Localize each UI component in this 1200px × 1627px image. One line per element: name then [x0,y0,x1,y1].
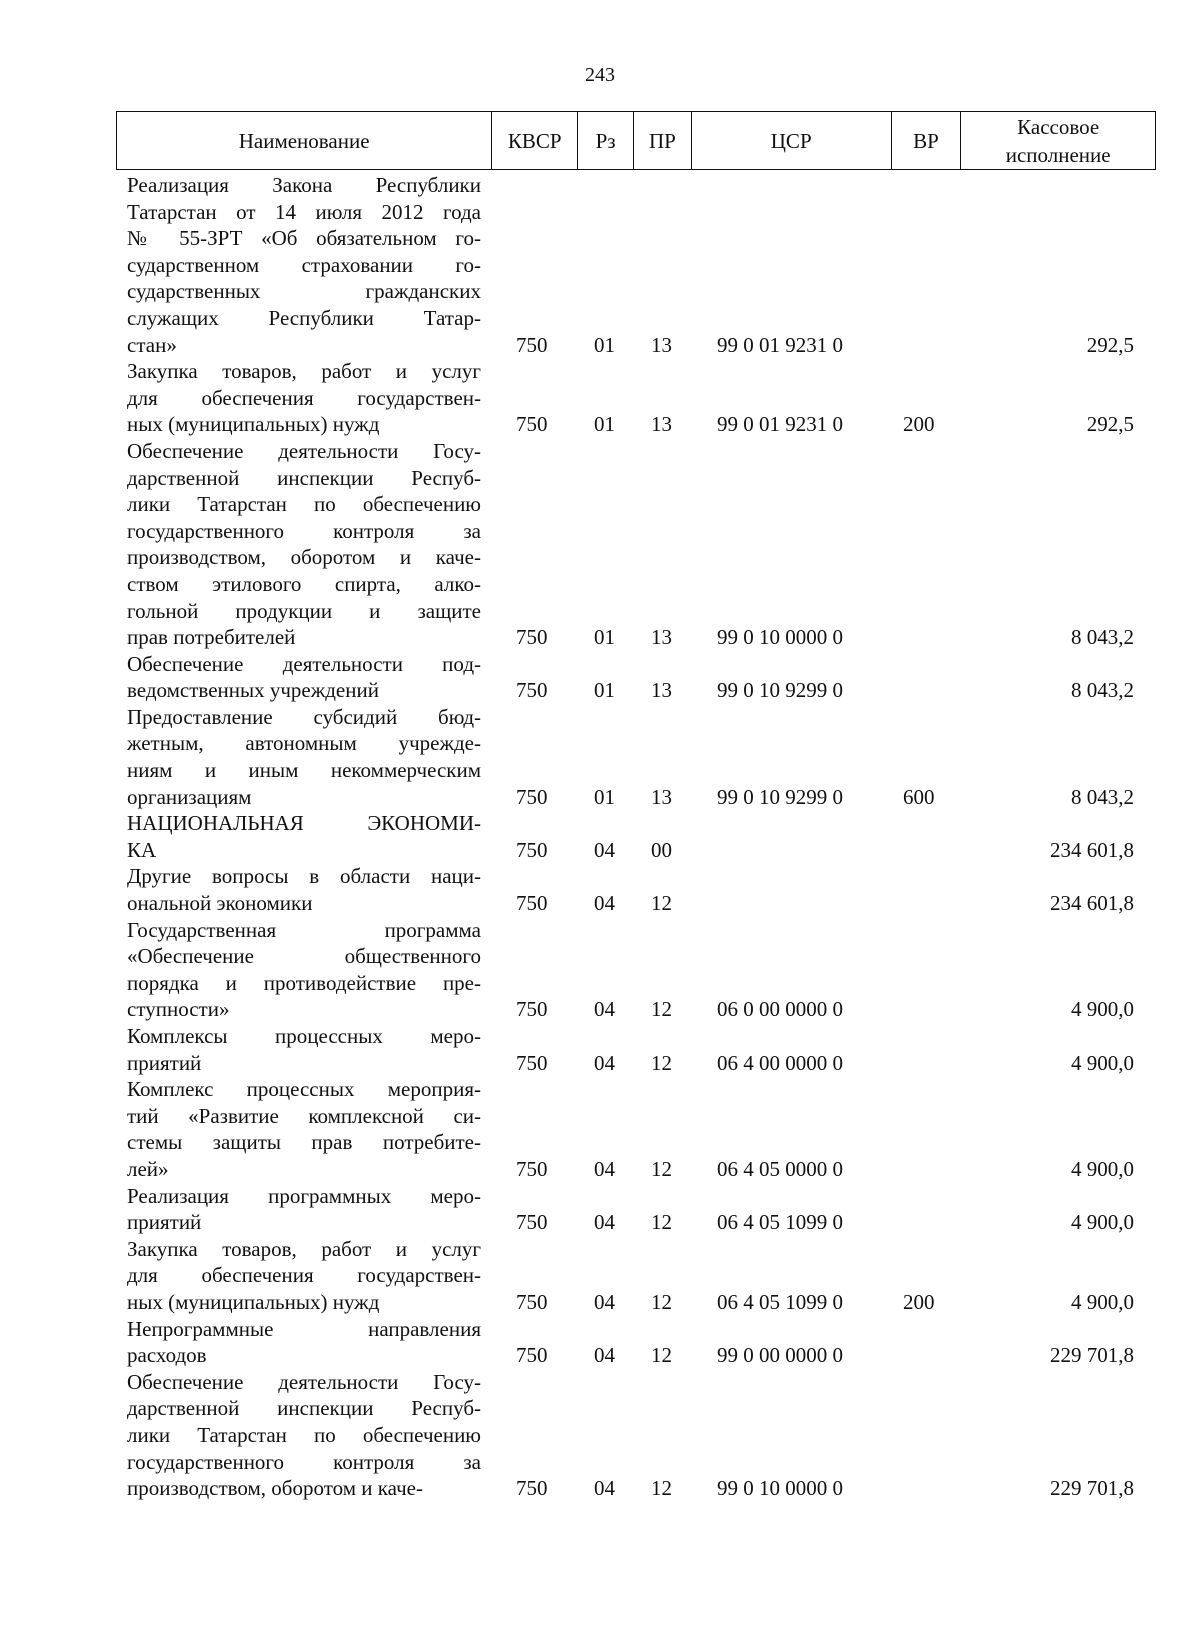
row-rz: 04 [594,891,615,916]
row-csr: 06 4 00 0000 0 [717,1050,843,1075]
row-csr: 99 0 01 9231 0 [717,412,843,437]
row-pr: 12 [651,1050,672,1075]
row-name-line: Непрограммные направления [127,1316,481,1341]
row-name-line: Закупка товаров, работ и услуг [127,359,481,384]
row-rz: 04 [594,837,615,862]
row-kvsr: 750 [516,332,548,357]
row-cash-execution: 4 900,0 [1071,1210,1134,1235]
row-pr: 12 [651,1289,672,1314]
table-row [0,651,1200,704]
row-kvsr: 750 [516,1156,548,1181]
row-kvsr: 750 [516,1050,548,1075]
row-name-line: лей» [127,1156,169,1181]
row-cash-execution: 229 701,8 [1050,1476,1134,1501]
row-name-line: Реализация программных меро- [127,1183,481,1208]
table-header [116,111,1156,170]
row-name [127,172,481,358]
table-row [0,172,1200,358]
row-name-line: Татарстан от 14 июля 2012 года [127,199,481,224]
row-vr: 200 [903,412,935,437]
header-name: Наименование [117,112,492,169]
row-name-line: прав потребителей [127,625,296,650]
row-kvsr: 750 [516,837,548,862]
row-name-line: организациям [127,784,252,809]
row-cash-execution: 8 043,2 [1071,784,1134,809]
row-cash-execution: 8 043,2 [1071,625,1134,650]
row-name [127,917,481,1023]
row-name-line: для обеспечения государствен- [127,385,481,410]
row-name [127,438,481,651]
row-csr: 06 4 05 1099 0 [717,1289,843,1314]
header-vr: ВР [892,112,962,169]
row-rz: 01 [594,625,615,650]
row-pr: 12 [651,1343,672,1368]
row-name-line: ных (муниципальных) нужд [127,412,380,437]
table-row [0,1316,1200,1369]
row-name-line: Обеспечение деятельности под- [127,651,481,676]
row-csr: 99 0 10 0000 0 [717,1476,843,1501]
row-rz: 04 [594,1343,615,1368]
table-row [0,1236,1200,1316]
row-name [127,1369,481,1502]
table-row [0,704,1200,810]
table-row [0,1183,1200,1236]
header-cash-execution: Кассовое исполнение [1005,114,1111,167]
row-kvsr: 750 [516,997,548,1022]
row-name [127,358,481,438]
row-name-line: гольной продукции и защите [127,598,481,623]
row-name-line: НАЦИОНАЛЬНАЯ ЭКОНОМИ- [127,811,481,836]
row-vr: 200 [903,1289,935,1314]
row-rz: 01 [594,784,615,809]
row-name-line: Обеспечение деятельности Госу- [127,1369,481,1394]
row-name-line: Обеспечение деятельности Госу- [127,438,481,463]
row-kvsr: 750 [516,1289,548,1314]
row-csr: 06 4 05 0000 0 [717,1156,843,1181]
table-row [0,863,1200,916]
header-rz: Рз [578,112,634,169]
row-name-line: ведомственных учреждений [127,678,379,703]
row-name-line: «Обеспечение общественного [127,944,481,969]
row-name-line: Комплексы процессных меро- [127,1024,481,1048]
table-row [0,1023,1200,1076]
row-name [127,1023,481,1076]
row-rz: 01 [594,678,615,703]
row-name-line: Закупка товаров, работ и услуг [127,1236,481,1261]
row-csr: 06 4 05 1099 0 [717,1210,843,1235]
row-name-line: производством, оборотом и каче- [127,545,481,570]
row-name [127,810,481,863]
row-name-line: государственного контроля за [127,1449,481,1474]
row-csr: 99 0 01 9231 0 [717,332,843,357]
row-name-line: лики Татарстан по обеспечению [127,1422,481,1447]
row-name-line: Государственная программа [127,917,481,942]
row-cash-execution: 229 701,8 [1050,1343,1134,1368]
row-cash-execution: 8 043,2 [1071,678,1134,703]
header-csr: ЦСР [692,112,892,169]
row-name-line: приятий [127,1050,202,1075]
row-kvsr: 750 [516,1476,548,1501]
row-name [127,651,481,704]
row-cash-execution: 292,5 [1086,332,1134,357]
table-body [0,172,1200,1502]
row-name-line: ступности» [127,997,230,1022]
row-name-line: КА [127,837,157,862]
row-name-line: Предоставление субсидий бюд- [127,704,481,729]
table-row [0,810,1200,863]
row-name-line: ниям и иным некоммерческим [127,758,481,783]
row-name-line: тий «Развитие комплексной си- [127,1103,481,1128]
row-kvsr: 750 [516,625,548,650]
row-rz: 01 [594,412,615,437]
row-csr: 99 0 00 0000 0 [717,1343,843,1368]
row-cash-execution: 4 900,0 [1071,997,1134,1022]
row-pr: 00 [651,837,672,862]
table-row [0,438,1200,651]
row-pr: 12 [651,1210,672,1235]
row-cash-execution: 4 900,0 [1071,1050,1134,1075]
row-kvsr: 750 [516,678,548,703]
row-name-line: ством этилового спирта, алко- [127,571,481,596]
table-row [0,1076,1200,1182]
row-name [127,863,481,916]
row-pr: 13 [651,678,672,703]
row-name-line: приятий [127,1210,202,1235]
row-name-line: сударственных гражданских [127,279,481,304]
row-vr: 600 [903,784,935,809]
page-number: 243 [585,64,615,86]
table-row [0,917,1200,1023]
table-row [0,1369,1200,1502]
row-name [127,704,481,810]
row-kvsr: 750 [516,784,548,809]
row-cash-execution: 4 900,0 [1071,1289,1134,1314]
row-name-line: служащих Республики Татар- [127,305,481,330]
row-name-line: стан» [127,332,177,357]
row-csr: 06 0 00 0000 0 [717,997,843,1022]
row-pr: 13 [651,412,672,437]
row-pr: 12 [651,1156,672,1181]
row-kvsr: 750 [516,1210,548,1235]
row-pr: 12 [651,891,672,916]
row-name-line: дарственной инспекции Респуб- [127,465,481,490]
row-name-line: лики Татарстан по обеспечению [127,492,481,517]
row-pr: 12 [651,997,672,1022]
row-rz: 04 [594,1210,615,1235]
row-cash-execution: 234 601,8 [1050,891,1134,916]
row-rz: 04 [594,1050,615,1075]
row-cash-execution: 292,5 [1086,412,1134,437]
row-kvsr: 750 [516,891,548,916]
row-name-line: для обеспечения государствен- [127,1263,481,1288]
row-pr: 13 [651,332,672,357]
row-name [127,1076,481,1182]
row-name-line: ональной экономики [127,891,313,916]
row-pr: 13 [651,625,672,650]
row-rz: 01 [594,332,615,357]
row-name-line: сударственном страховании го- [127,252,481,277]
row-name-line: государственного контроля за [127,518,481,543]
table-row [0,358,1200,438]
row-rz: 04 [594,997,615,1022]
header-pr: ПР [634,112,692,169]
row-name-line: ных (муниципальных) нужд [127,1289,380,1314]
row-name-line: порядка и противодействие пре- [127,970,481,995]
row-name-line: Реализация Закона Республики [127,173,481,197]
row-csr: 99 0 10 9299 0 [717,678,843,703]
row-name-line: стемы защиты прав потребите- [127,1130,481,1155]
row-rz: 04 [594,1156,615,1181]
row-name-line: № 55-ЗРТ «Об обязательном го- [127,226,481,251]
row-name [127,1236,481,1316]
row-cash-execution: 4 900,0 [1071,1156,1134,1181]
row-name-line: расходов [127,1343,207,1368]
row-name-line: Комплекс процессных мероприя- [127,1077,481,1102]
row-csr: 99 0 10 0000 0 [717,625,843,650]
row-name-line: жетным, автономным учрежде- [127,731,481,756]
row-name-line: производством, оборотом и каче- [127,1476,423,1501]
row-name-line: дарственной инспекции Респуб- [127,1396,481,1421]
row-rz: 04 [594,1476,615,1501]
row-cash-execution: 234 601,8 [1050,837,1134,862]
row-kvsr: 750 [516,412,548,437]
row-pr: 13 [651,784,672,809]
row-csr: 99 0 10 9299 0 [717,784,843,809]
row-rz: 04 [594,1289,615,1314]
row-pr: 12 [651,1476,672,1501]
row-name [127,1183,481,1236]
row-name [127,1316,481,1369]
header-kvsr: КВСР [492,112,578,169]
row-kvsr: 750 [516,1343,548,1368]
row-name-line: Другие вопросы в области наци- [127,864,481,889]
